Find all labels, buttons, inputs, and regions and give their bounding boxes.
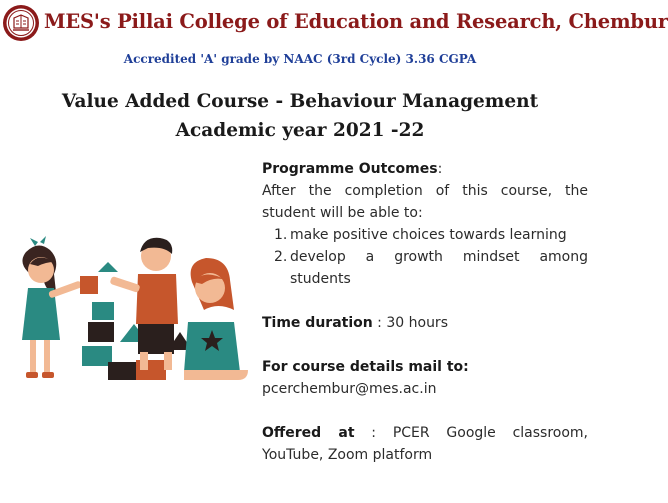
list-item-text: develop a growth mindset among students (290, 249, 588, 287)
boy-middle-figure (110, 238, 192, 370)
duration-label: Time duration (262, 315, 373, 331)
outcomes-list (262, 224, 588, 290)
contact-email[interactable]: pcerchembur@mes.ac.in (262, 381, 437, 397)
list-item (262, 224, 588, 246)
duration-value: 30 hours (386, 315, 448, 331)
outcomes-intro: After the completion of this course, the student will be able to: (262, 183, 588, 221)
academic-year: Academic year 2021 -22 (175, 120, 425, 141)
contact-label: For course details mail to: (262, 359, 469, 375)
college-name: MES's Pillai College of Education and Research, Chembur (44, 10, 668, 33)
girl-right-figure (184, 258, 248, 380)
list-item-text: make positive choices towards learning (290, 227, 567, 243)
course-title: Value Added Course - Behaviour Management (61, 91, 539, 112)
course-details (262, 158, 588, 466)
spacer (262, 334, 588, 356)
accreditation-line: Accredited 'A' grade by NAAC (3rd Cycle) 3.36 CGPA (123, 52, 477, 66)
offered-value: PCER Google classroom, YouTube, Zoom platform (262, 425, 588, 463)
header (0, 0, 668, 50)
spacer (262, 400, 588, 422)
college-emblem-icon (2, 4, 40, 42)
offered-line (262, 422, 588, 466)
duration-separator: : (372, 315, 387, 331)
spacer (262, 290, 588, 312)
children-playing-blocks-illustration (8, 232, 254, 388)
list-item (262, 246, 588, 290)
list-item-number: 1. (274, 227, 288, 243)
outcomes-heading-line (262, 158, 588, 180)
list-item-number: 2. (274, 249, 288, 265)
outcomes-heading-suffix: : (437, 161, 443, 177)
girl-left-figure (22, 236, 82, 378)
duration-line (262, 312, 588, 334)
offered-separator: : (354, 425, 393, 441)
offered-label: Offered at (262, 425, 355, 441)
outcomes-heading: Programme Outcomes (262, 161, 438, 177)
